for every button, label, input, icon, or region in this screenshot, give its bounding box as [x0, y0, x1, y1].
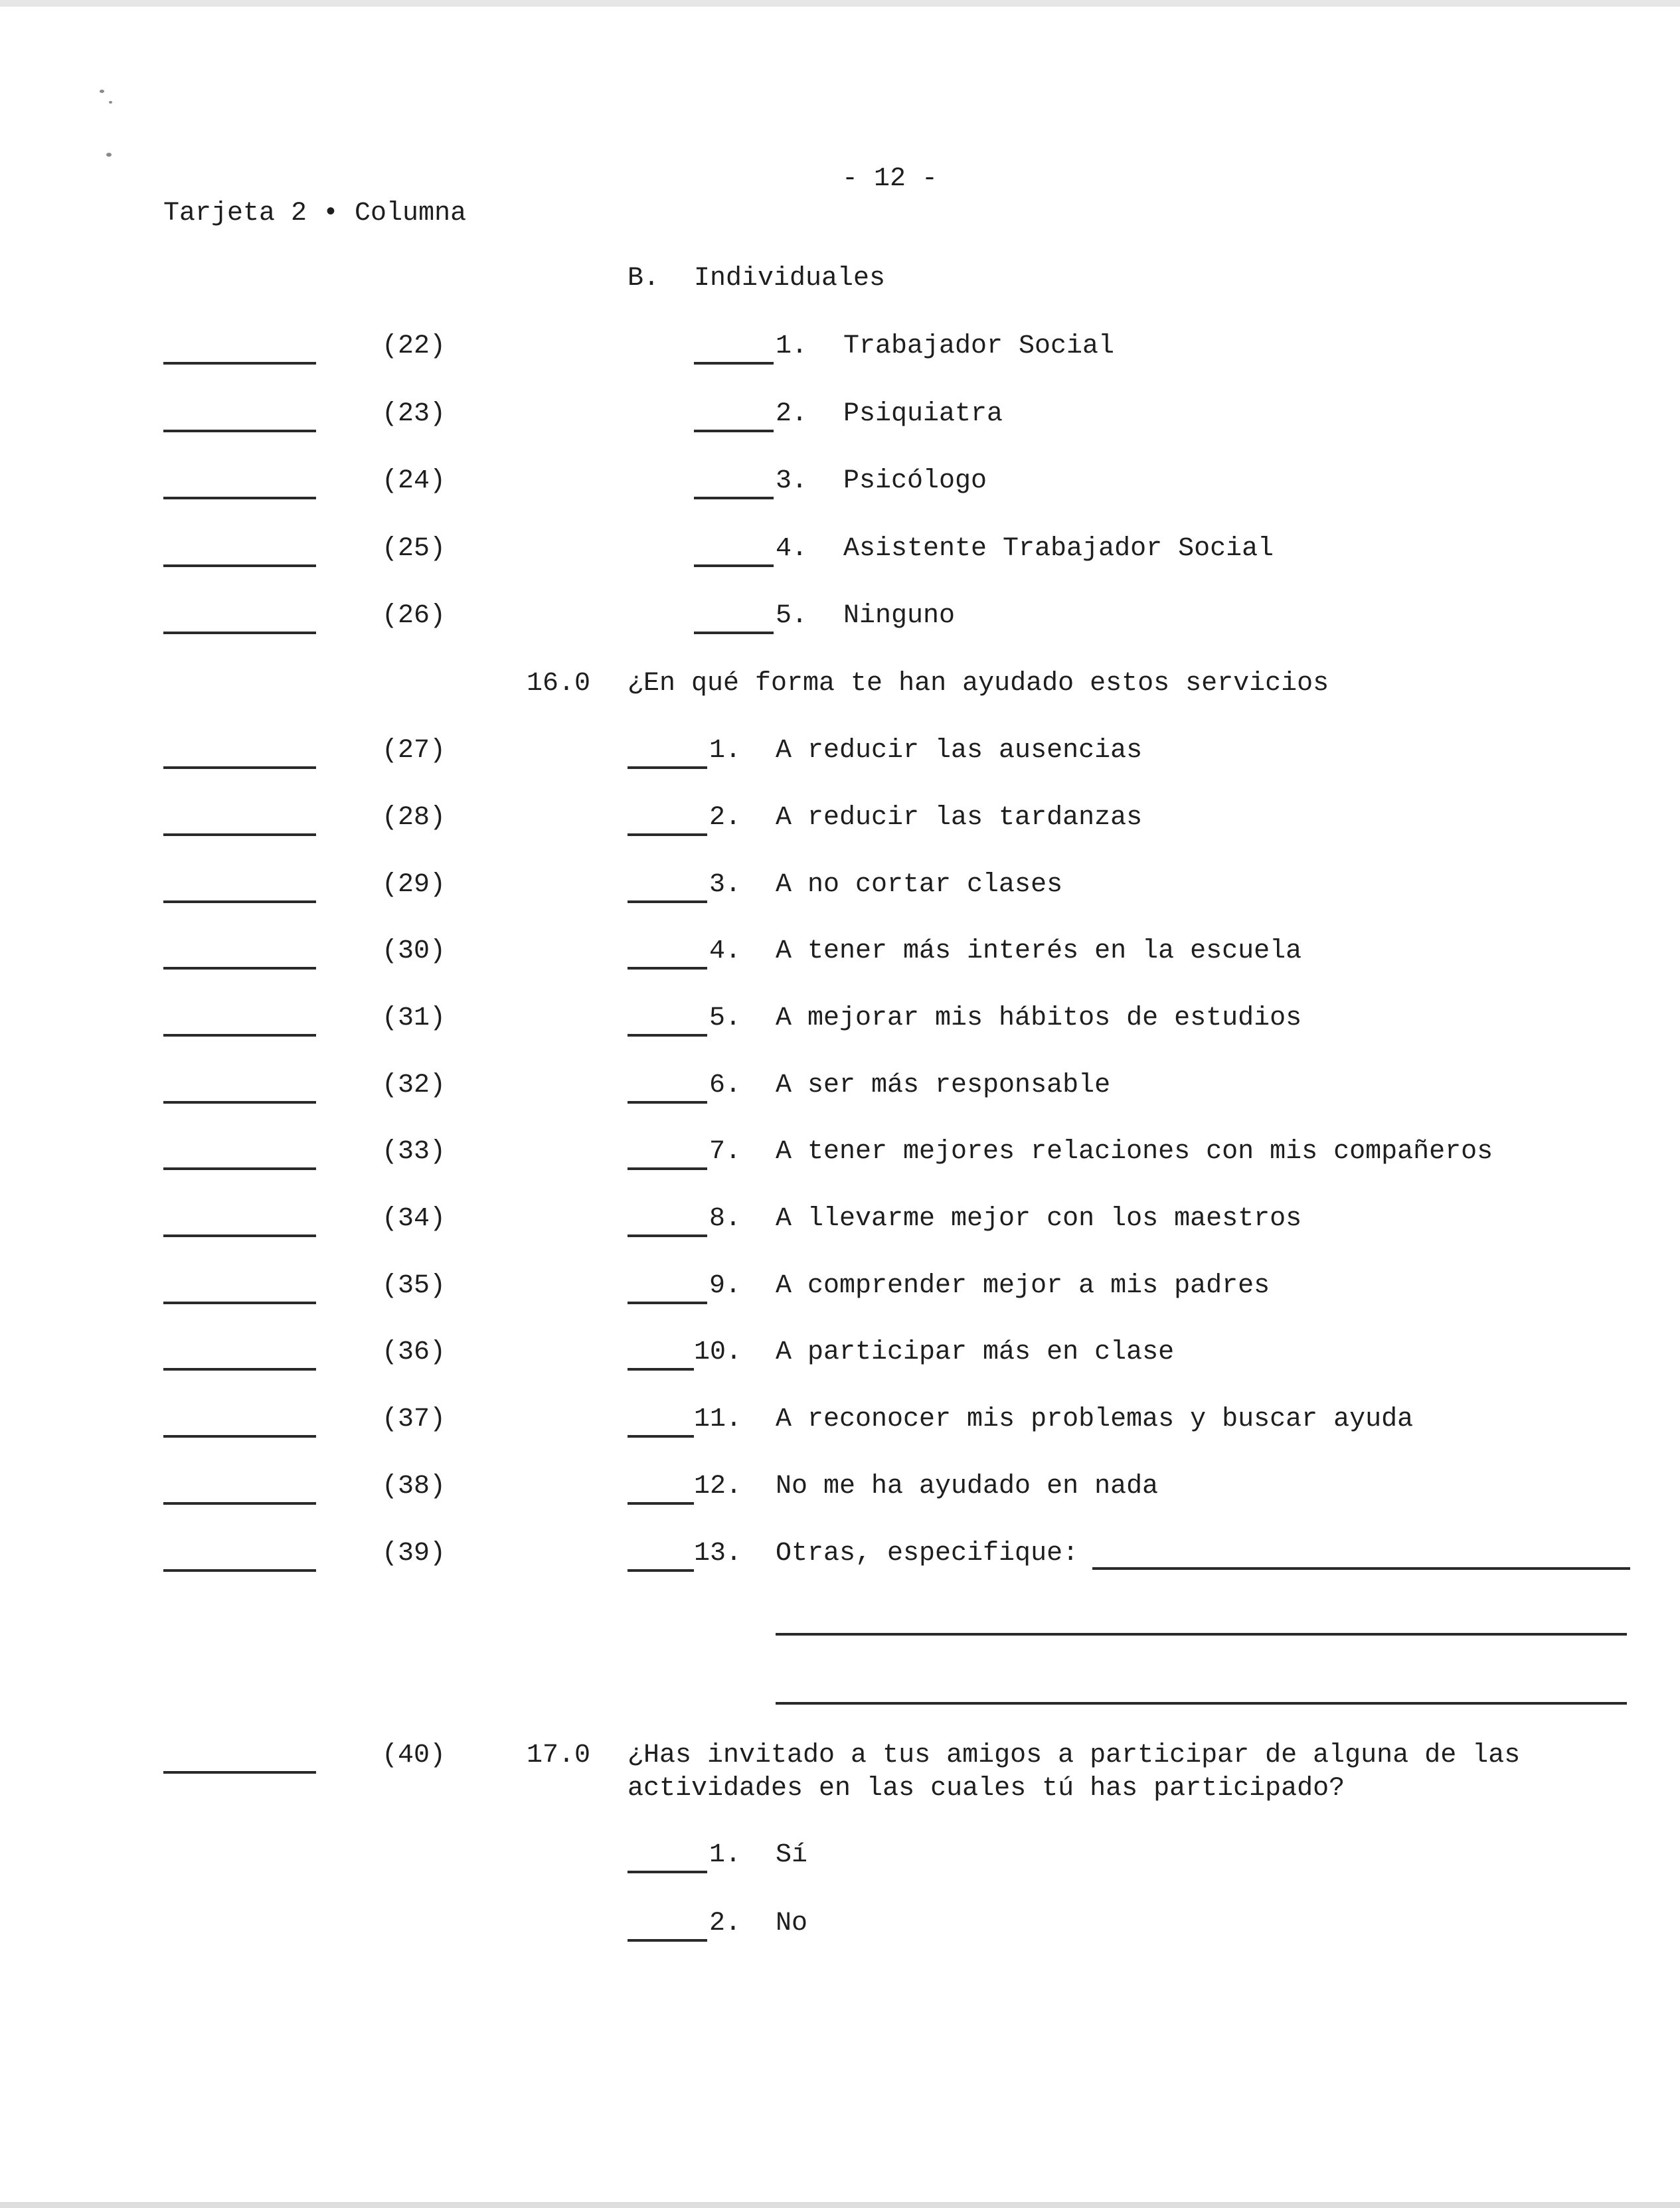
- option-number: 5.: [776, 601, 808, 631]
- option-number: 1.: [776, 331, 808, 361]
- column-code: (34): [382, 1204, 446, 1234]
- column-blank-39[interactable]: [163, 1569, 316, 1572]
- column-code: (30): [382, 936, 446, 966]
- option-number: 2.: [776, 399, 808, 429]
- option-text: Otras, especifique:: [776, 1539, 1079, 1569]
- question-text-line-2: actividades en las cuales tú has participado?: [628, 1774, 1345, 1804]
- section-b-title: Individuales: [694, 264, 886, 294]
- column-blank-34[interactable]: [163, 1234, 316, 1237]
- answer-blank[interactable]: [628, 833, 707, 836]
- answer-blank[interactable]: [628, 1101, 707, 1104]
- card-column-header: Tarjeta 2 • Columna: [163, 199, 467, 228]
- column-code: (29): [382, 870, 446, 900]
- option-text: A reconocer mis problemas y buscar ayuda: [776, 1404, 1414, 1434]
- option-number: 4.: [776, 534, 808, 564]
- column-code: (33): [382, 1137, 446, 1167]
- column-blank-25[interactable]: [163, 564, 316, 567]
- column-code: (28): [382, 803, 446, 833]
- column-code: (23): [382, 399, 446, 429]
- scan-speck: [106, 153, 112, 157]
- option-number: 4.: [709, 936, 742, 966]
- option-number: 6.: [709, 1070, 742, 1100]
- column-blank-24[interactable]: [163, 497, 316, 499]
- option-number: 11.: [694, 1404, 742, 1434]
- column-code: (26): [382, 601, 446, 631]
- option-number: 5.: [709, 1003, 742, 1033]
- scan-speck: [100, 90, 104, 93]
- page-edge-top: [0, 0, 1680, 7]
- option-text: Ninguno: [843, 601, 956, 631]
- question-text-line-1: ¿Has invitado a tus amigos a participar de alguna de las: [628, 1741, 1521, 1770]
- option-text: A tener mejores relaciones con mis compañeros: [776, 1137, 1493, 1167]
- column-blank-35[interactable]: [163, 1302, 316, 1304]
- column-code: (40): [382, 1741, 446, 1770]
- answer-blank[interactable]: [628, 1871, 707, 1873]
- answer-blank[interactable]: [628, 1167, 707, 1170]
- option-text: Psiquiatra: [843, 399, 1003, 429]
- section-b-label: B.: [628, 264, 660, 294]
- column-code: (36): [382, 1337, 446, 1367]
- page-number: - 12 -: [842, 164, 938, 194]
- option-number: 7.: [709, 1137, 742, 1167]
- answer-blank[interactable]: [628, 1234, 707, 1237]
- column-code: (37): [382, 1404, 446, 1434]
- column-code: (35): [382, 1271, 446, 1301]
- option-text: No: [776, 1909, 808, 1938]
- option-text: Asistente Trabajador Social: [843, 534, 1274, 564]
- answer-blank[interactable]: [628, 1435, 694, 1438]
- answer-blank[interactable]: [628, 766, 707, 769]
- option-number: 3.: [776, 466, 808, 496]
- column-blank-28[interactable]: [163, 833, 316, 836]
- column-blank-22[interactable]: [163, 362, 316, 365]
- answer-blank[interactable]: [694, 362, 774, 365]
- column-blank-33[interactable]: [163, 1167, 316, 1170]
- question-number: 17.0: [527, 1741, 591, 1770]
- column-code: (25): [382, 534, 446, 564]
- answer-blank[interactable]: [628, 1034, 707, 1037]
- option-number: 10.: [694, 1337, 742, 1367]
- column-blank-30[interactable]: [163, 967, 316, 970]
- option-text: Trabajador Social: [843, 331, 1115, 361]
- answer-blank[interactable]: [694, 632, 774, 634]
- answer-blank[interactable]: [694, 564, 774, 567]
- answer-blank[interactable]: [628, 1368, 694, 1371]
- answer-blank[interactable]: [628, 1302, 707, 1304]
- column-blank-37[interactable]: [163, 1435, 316, 1438]
- option-number: 3.: [709, 870, 742, 900]
- option-text: A reducir las ausencias: [776, 736, 1143, 766]
- answer-blank[interactable]: [694, 497, 774, 499]
- column-blank-23[interactable]: [163, 430, 316, 432]
- option-number: 8.: [709, 1204, 742, 1234]
- page-edge-bottom: [0, 2202, 1680, 2208]
- scan-speck: [109, 101, 112, 104]
- column-blank-36[interactable]: [163, 1368, 316, 1371]
- option-text: A ser más responsable: [776, 1070, 1111, 1100]
- option-text: A comprender mejor a mis padres: [776, 1271, 1270, 1301]
- answer-blank[interactable]: [694, 430, 774, 432]
- option-text: A reducir las tardanzas: [776, 803, 1143, 833]
- column-code: (22): [382, 331, 446, 361]
- column-code: (39): [382, 1539, 446, 1569]
- option-text: A no cortar clases: [776, 870, 1063, 900]
- answer-blank[interactable]: [628, 900, 707, 903]
- column-blank-27[interactable]: [163, 766, 316, 769]
- column-code: (24): [382, 466, 446, 496]
- option-number: 2.: [709, 803, 742, 833]
- option-number: 9.: [709, 1271, 742, 1301]
- specify-line-3[interactable]: [776, 1702, 1627, 1705]
- specify-line-1[interactable]: [1092, 1567, 1630, 1570]
- column-code: (38): [382, 1472, 446, 1501]
- option-text: Sí: [776, 1840, 808, 1870]
- option-number: 1.: [709, 736, 742, 766]
- answer-blank[interactable]: [628, 967, 707, 970]
- option-text: A llevarme mejor con los maestros: [776, 1204, 1302, 1234]
- column-blank-38[interactable]: [163, 1502, 316, 1505]
- specify-line-2[interactable]: [776, 1633, 1627, 1636]
- question-number: 16.0: [527, 669, 591, 699]
- option-text: Psicólogo: [843, 466, 987, 496]
- option-text: A participar más en clase: [776, 1337, 1175, 1367]
- column-code: (31): [382, 1003, 446, 1033]
- option-number: 1.: [709, 1840, 742, 1870]
- answer-blank[interactable]: [628, 1502, 694, 1505]
- option-number: 2.: [709, 1909, 742, 1938]
- answer-blank[interactable]: [628, 1939, 707, 1942]
- option-number: 13.: [694, 1539, 742, 1569]
- option-number: 12.: [694, 1472, 742, 1501]
- answer-blank[interactable]: [628, 1569, 694, 1572]
- question-text: ¿En qué forma te han ayudado estos servicios: [628, 669, 1329, 699]
- column-blank-32[interactable]: [163, 1101, 316, 1104]
- option-text: A tener más interés en la escuela: [776, 936, 1302, 966]
- column-code: (27): [382, 736, 446, 766]
- column-code: (32): [382, 1070, 446, 1100]
- column-blank-40[interactable]: [163, 1771, 316, 1774]
- column-blank-26[interactable]: [163, 632, 316, 634]
- option-text: A mejorar mis hábitos de estudios: [776, 1003, 1302, 1033]
- column-blank-29[interactable]: [163, 900, 316, 903]
- column-blank-31[interactable]: [163, 1034, 316, 1037]
- option-text: No me ha ayudado en nada: [776, 1472, 1159, 1501]
